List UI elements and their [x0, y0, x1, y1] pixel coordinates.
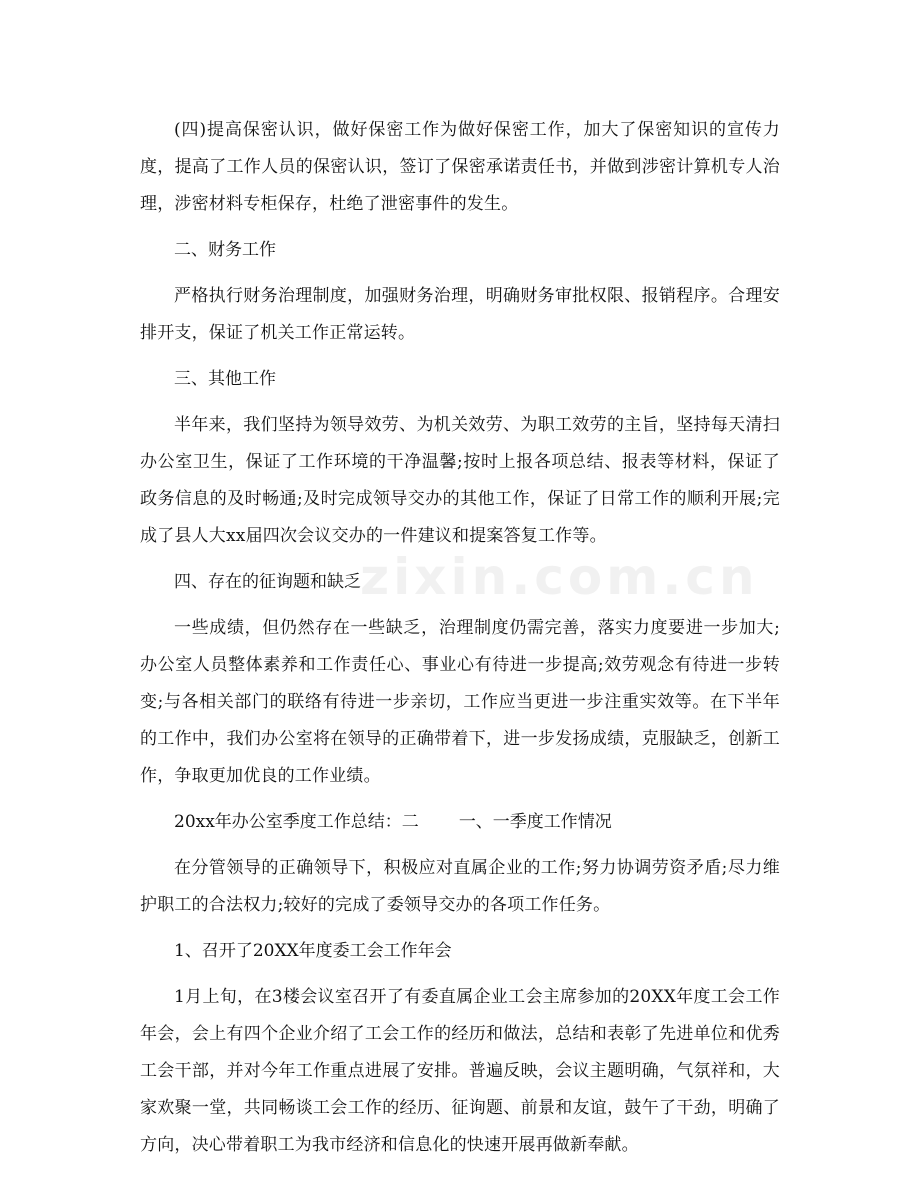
paragraph-problems: 一些成绩，但仍然存在一些缺乏，治理制度仍需完善，落实力度要进一步加大;办公室人员整体素养和工作责任心、事业心有待进一步提高;效劳观念有待进一步转变;与各相关部门的联络有待进一步亲切，工作应当更进一步注重实效等。在下半年的工作中，我们办公室将在领导的正确带着下，进一步发扬成绩，克服缺乏，创新工作，争取更加优良的工作业绩。: [140, 618, 780, 786]
heading-union-meeting: 1、召开了20XX年度委工会工作年会: [174, 941, 452, 961]
paragraph-other-work: 半年来，我们坚持为领导效劳、为机关效劳、为职工效劳的主旨，坚持每天清扫办公室卫生，保证了工作环境的干净温馨;按时上报各项总结、报表等材料，保证了政务信息的及时畅通;及时完成领导交办的其他工作，保证了日常工作的顺利开展;完成了县人大xx届四次会议交办的一件建议和提案答复工作等。: [140, 415, 780, 546]
heading-finance: 二、财务工作: [174, 240, 276, 260]
heading-problems: 四、存在的征询题和缺乏: [174, 572, 361, 592]
paragraph-q1-summary: 在分管领导的正确领导下，积极应对直属企业的工作;努力协调劳资矛盾;尽力维护职工的合法权力;较好的完成了委领导交办的各项工作任务。: [140, 858, 780, 915]
document-body: [140, 112, 780, 1173]
section-title-line: [140, 804, 780, 841]
watermark: zixin.com.cn: [360, 548, 759, 606]
heading-other-work: 三、其他工作: [174, 369, 276, 389]
paragraph-finance: 严格执行财务治理制度，加强财务治理，明确财务审批权限、报销程序。合理安排开支，保证了机关工作正常运转。: [140, 286, 780, 343]
section-title-left: 20xx年办公室季度工作总结：二: [174, 812, 419, 832]
paragraph-union-meeting: 1月上旬，在3楼会议室召开了有委直属企业工会主席参加的20XX年度工会工作年会，会上有四个企业介绍了工会工作的经历和做法，总结和表彰了先进单位和优秀工会干部，并对今年工作重点进展了安排。普遍反映，会议主题明确，气氛祥和，大家欢聚一堂，共同畅谈工会工作的经历、征询题、前景和友谊，鼓午了干劲，明确了方向，决心带着职工为我市经济和信息化的快速开展再做新奉献。: [140, 987, 780, 1155]
paragraph-confidentiality: (四)提高保密认识，做好保密工作为做好保密工作，加大了保密知识的宣传力度，提高了工作人员的保密认识，签订了保密承诺责任书，并做到涉密计算机专人治理，涉密材料专柜保存，杜绝了泄密事件的发生。: [140, 120, 780, 214]
section-title-right: 一、一季度工作情况: [458, 812, 612, 832]
